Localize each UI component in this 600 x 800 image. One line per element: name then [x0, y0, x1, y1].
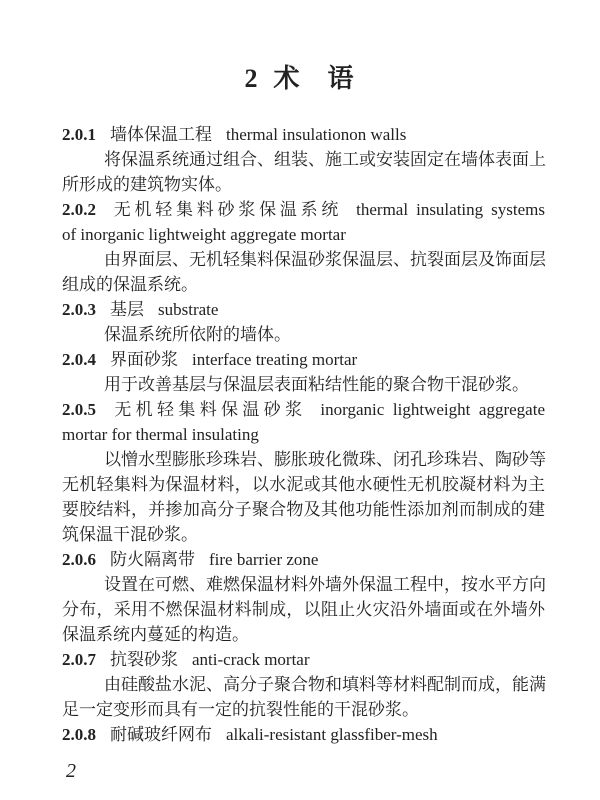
- term-number: 2.0.8: [62, 725, 96, 744]
- term-number: 2.0.2: [62, 200, 96, 219]
- term-heading: [62, 197, 545, 222]
- term-definition-line: 用于改善基层与保温层表面粘结性能的聚合物干混砂浆。: [104, 375, 529, 394]
- term-chinese: 基层: [110, 300, 144, 319]
- term-english: substrate: [158, 300, 219, 319]
- term-english: alkali-resistant glassfiber-mesh: [226, 725, 438, 744]
- term-heading: [62, 297, 545, 322]
- term-heading: [62, 547, 545, 572]
- term-definition-line: 由界面层、无机轻集料保温砂浆保温层、抗裂面层及饰面层: [104, 250, 546, 269]
- term-chinese: 抗裂砂浆: [110, 650, 178, 669]
- term-definition-line: 将保温系统通过组合、组装、施工或安装固定在墙体表面上: [104, 150, 546, 169]
- term-definition-line: 保温系统内蔓延的构造。: [62, 625, 249, 644]
- page-number: 2: [66, 760, 76, 782]
- term-chinese: 界面砂浆: [110, 350, 178, 369]
- chapter-title: [0, 58, 600, 95]
- term-chinese: 防火隔离带: [110, 550, 195, 569]
- term-definition-line: 要胶结料，并掺加高分子聚合物及其他功能性添加剂而制成的建: [62, 500, 545, 519]
- term-definition-line: 保温系统所依附的墙体。: [104, 325, 291, 344]
- term-english: anti-crack mortar: [192, 650, 310, 669]
- term-chinese: 墙体保温工程: [110, 125, 212, 144]
- term-definition-line: 由硅酸盐水泥、高分子聚合物和填料等材料配制而成，能满: [104, 675, 546, 694]
- term-definition-line: 足一定变形而具有一定的抗裂性能的干混砂浆。: [62, 700, 419, 719]
- term-number: 2.0.4: [62, 350, 96, 369]
- term-english: thermal insulating systems: [356, 200, 545, 219]
- chapter-title-char: 术: [273, 64, 302, 93]
- term-definition-line: 分布，采用不燃保温材料制成，以阻止火灾沿外墙面或在外墙外: [62, 600, 545, 619]
- term-heading: [62, 122, 545, 147]
- term-english: inorganic lightweight aggregate: [320, 400, 545, 419]
- term-english: thermal insulationon walls: [226, 125, 407, 144]
- term-definition-line: 组成的保温系统。: [62, 275, 198, 294]
- term-english-continued: mortar for thermal insulating: [62, 425, 259, 444]
- term-english-continued: of inorganic lightweight aggregate mortar: [62, 225, 346, 244]
- term-chinese: 无机轻集料砂浆保温系统: [110, 200, 343, 219]
- term-heading: [62, 722, 545, 747]
- term-heading: [62, 347, 545, 372]
- term-heading: [62, 647, 545, 672]
- term-definition-line: 所形成的建筑物实体。: [62, 175, 232, 194]
- term-number: 2.0.5: [62, 400, 96, 419]
- term-definition-line: 无机轻集料为保温材料，以水泥或其他水硬性无机胶凝材料为主: [62, 475, 545, 494]
- terms-list: [62, 122, 545, 747]
- term-english: interface treating mortar: [192, 350, 358, 369]
- term-definition-line: 设置在可燃、难燃保温材料外墙外保温工程中，按水平方向: [104, 575, 546, 594]
- chapter-title-char: 语: [327, 64, 356, 93]
- term-heading: [62, 397, 545, 422]
- term-chinese: 耐碱玻纤网布: [110, 725, 212, 744]
- term-number: 2.0.7: [62, 650, 96, 669]
- term-english: fire barrier zone: [209, 550, 319, 569]
- term-definition-line: 筑保温干混砂浆。: [62, 525, 198, 544]
- chapter-number: 2: [244, 64, 260, 93]
- term-number: 2.0.3: [62, 300, 96, 319]
- term-number: 2.0.1: [62, 125, 96, 144]
- term-definition-line: 以憎水型膨胀珍珠岩、膨胀玻化微珠、闭孔珍珠岩、陶砂等: [104, 450, 546, 469]
- term-number: 2.0.6: [62, 550, 96, 569]
- term-chinese: 无机轻集料保温砂浆: [110, 400, 307, 419]
